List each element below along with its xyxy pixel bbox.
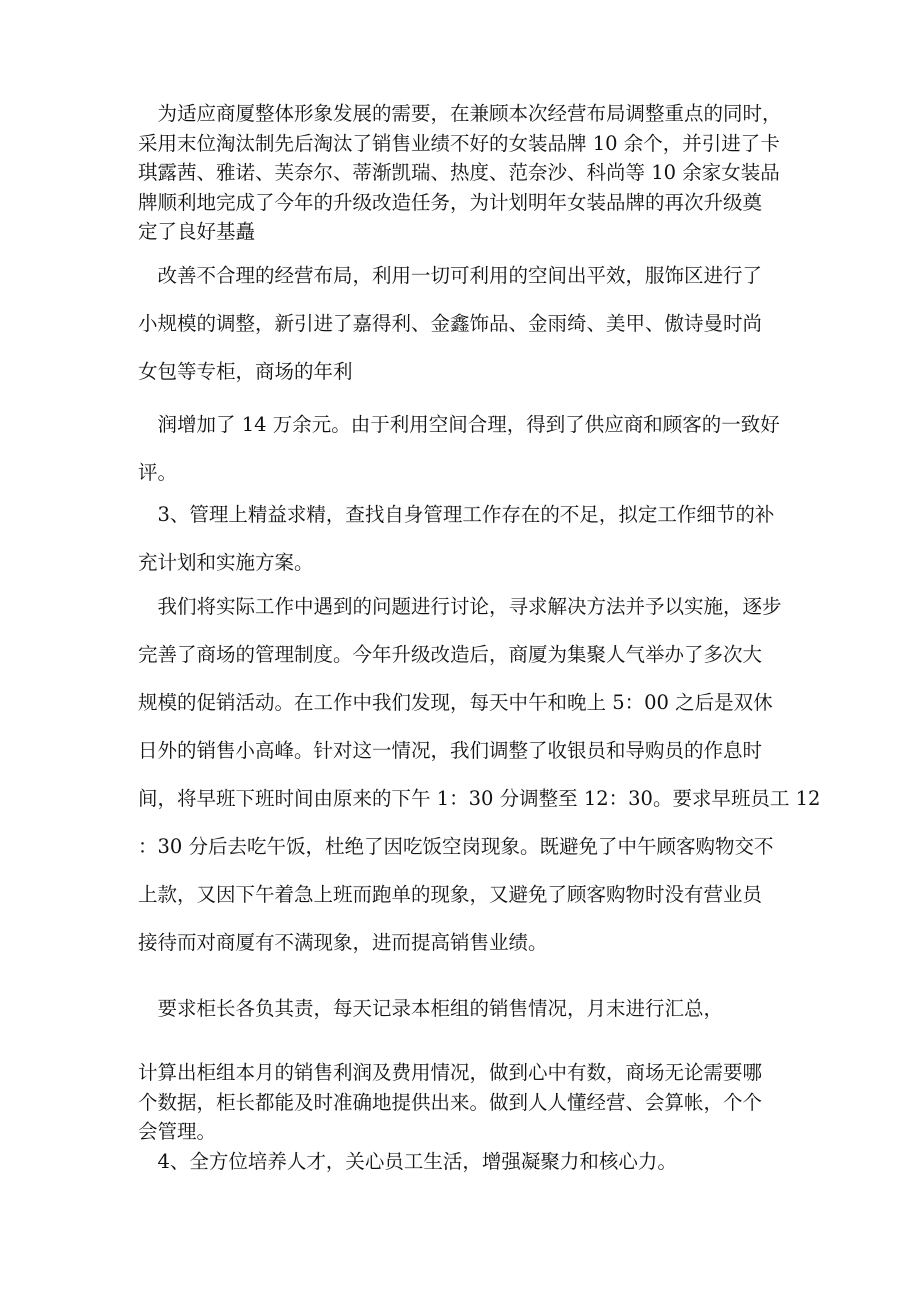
text-line: 充计划和实施方案。	[138, 551, 314, 574]
text-line: 琪露茜、雅诺、芙奈尔、蒂渐凯瑞、热度、范奈沙、科尚等 10 余家女装品	[138, 161, 780, 184]
text-line: 定了良好基矗	[138, 220, 256, 243]
text-line: 接待而对商厦有不满现象，进而提高销售业绩。	[138, 931, 548, 954]
paragraph-brand-upgrade	[138, 99, 798, 247]
text-line: 改善不合理的经营布局，利用一切可利用的空间出平效，服饰区进行了	[138, 264, 763, 287]
text-line: 采用末位淘汰制先后淘汰了销售业绩不好的女装品牌 10 余个，并引进了卡	[138, 131, 780, 155]
paragraph-sales-statistics	[138, 1058, 798, 1147]
text-line: 规模的促销活动。在工作中我们发现，每天中午和晚上 5：00 之后是双休	[138, 691, 773, 714]
text-line: ：30 分后去吃午饭，杜绝了因吃饭空岗现象。既避免了中午顾客购物交不	[138, 835, 774, 858]
paragraph-profit-increase	[138, 401, 798, 497]
text-line: 为适应商厦整体形象发展的需要，在兼顾本次经营布局调整重点的同时，	[138, 102, 782, 125]
text-line: 计算出柜组本月的销售利润及费用情况，做到心中有数，商场无论需要哪	[138, 1061, 763, 1084]
text-line: 会管理。	[138, 1120, 217, 1143]
text-line: 小规模的调整，新引进了嘉得利、金鑫饰品、金雨绮、美甲、傲诗曼时尚	[138, 312, 763, 335]
section-heading-4	[138, 1138, 798, 1186]
text-line: 3、管理上精益求精，查找自身管理工作存在的不足，拟定工作细节的补	[138, 503, 775, 526]
text-line: 评。	[138, 461, 178, 484]
paragraph-counter-heads	[138, 985, 798, 1033]
text-line: 个数据，柜长都能及时准确地提供出来。做到人人懂经营、会算帐，个个	[138, 1090, 763, 1114]
paragraph-layout-improvement	[138, 252, 798, 396]
text-line: 牌顺利地完成了今年的升级改造任务，为计划明年女装品牌的再次升级奠	[138, 190, 763, 214]
paragraph-management-system	[138, 583, 821, 967]
text-line: 要求柜长各负其责，每天记录本柜组的销售情况，月末进行汇总，	[138, 997, 724, 1020]
text-line: 间，将早班下班时间由原来的下午 1：30 分调整至 12：30。要求早班员工 12	[138, 787, 821, 810]
text-line: 上款，又因下午着急上班而跑单的现象，又避免了顾客购物时没有营业员	[138, 883, 763, 906]
text-line: 润增加了 14 万余元。由于利用空间合理，得到了供应商和顾客的一致好	[138, 413, 780, 436]
text-line: 我们将实际工作中遇到的问题进行讨论，寻求解决方法并予以实施，逐步	[138, 595, 782, 618]
text-line: 完善了商场的管理制度。今年升级改造后，商厦为集聚人气举办了多次大	[138, 643, 763, 666]
section-heading-3	[138, 491, 798, 587]
text-line: 日外的销售小高峰。针对这一情况，我们调整了收银员和导购员的作息时	[138, 739, 763, 762]
text-line: 女包等专柜，商场的年利	[138, 360, 353, 383]
text-line: 4、全方位培养人才，关心员工生活，增强凝聚力和核心力。	[138, 1150, 677, 1173]
